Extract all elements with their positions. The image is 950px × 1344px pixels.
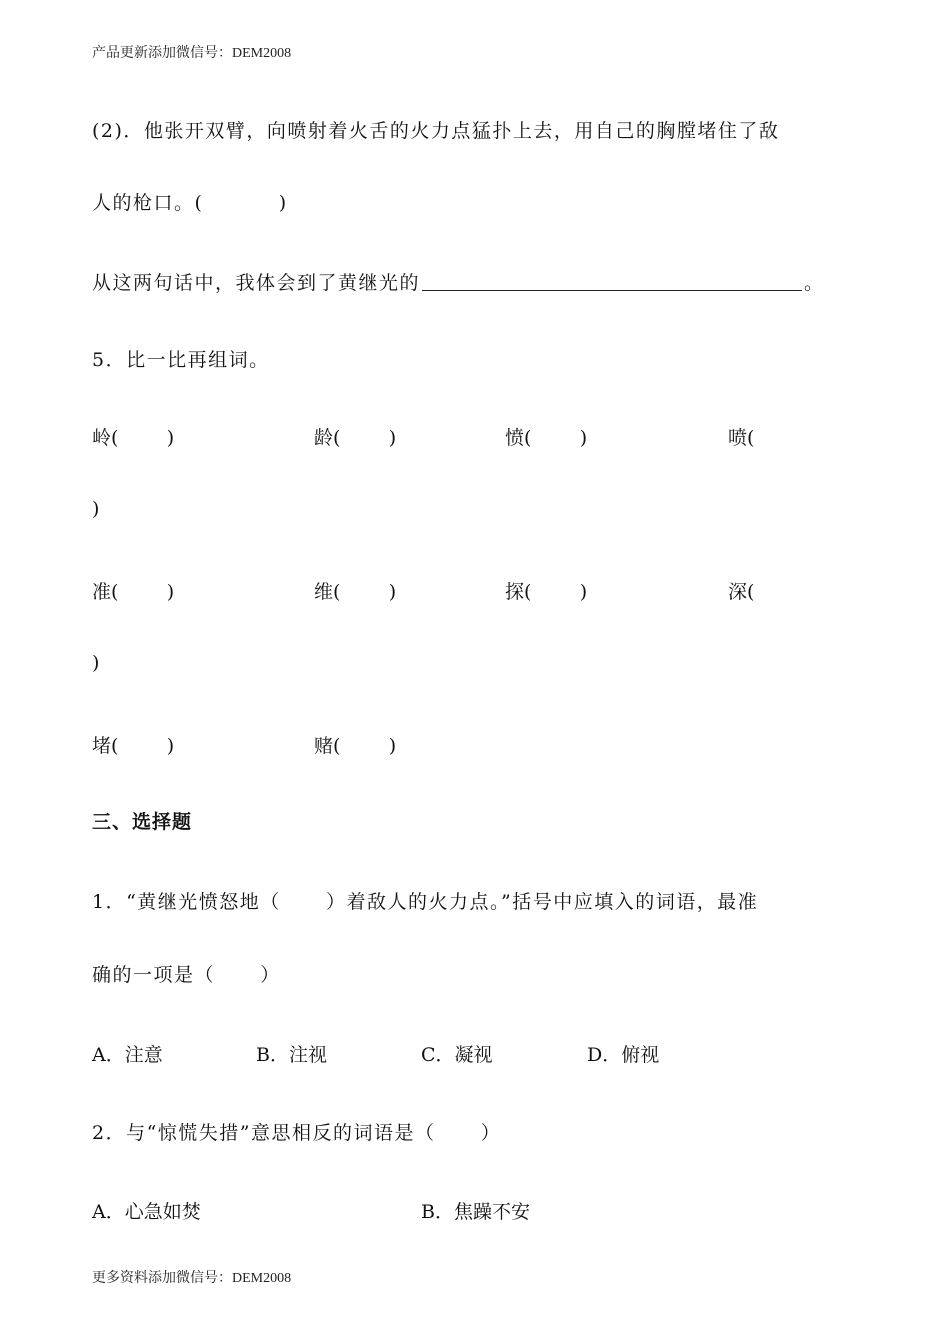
choice-2-option-a[interactable]: A．心急如焚	[92, 1201, 201, 1223]
word-item[interactable]: 喷(	[728, 427, 755, 449]
summary-prefix: 从这两句话中，我体会到了黄继光的	[92, 272, 421, 294]
word-item[interactable]: 深(	[728, 581, 755, 603]
choice-1-option-a[interactable]: A．注意	[92, 1044, 163, 1066]
question-2-line-1: (2)．他张开双臂，向喷射着火舌的火力点猛扑上去，用自己的胸膛堵住了敌	[92, 120, 780, 142]
word-item-wrap: )	[92, 652, 100, 674]
section-3-title: 三、选择题	[92, 811, 193, 833]
page-footer: 更多资料添加微信号：DEM2008	[92, 1271, 292, 1286]
choice-1-option-d[interactable]: D．俯视	[587, 1044, 660, 1066]
word-item[interactable]: 维( )	[314, 581, 397, 603]
word-item[interactable]: 探( )	[505, 581, 588, 603]
word-item[interactable]: 准( )	[92, 581, 175, 603]
choice-1-line-2: 确的一项是（ ）	[92, 964, 281, 986]
page-header: 产品更新添加微信号：DEM2008	[92, 46, 292, 61]
summary-sentence	[92, 268, 825, 295]
word-item[interactable]: 愤( )	[505, 427, 588, 449]
choice-1-option-b[interactable]: B．注视	[256, 1044, 327, 1066]
word-item[interactable]: 岭( )	[92, 427, 175, 449]
word-item[interactable]: 堵( )	[92, 735, 175, 757]
question-5-title: 5．比一比再组词。	[92, 349, 270, 371]
word-item[interactable]: 龄( )	[314, 427, 397, 449]
choice-1-line-1: 1．“黄继光愤怒地（ ）着敌人的火力点。”括号中应填入的词语，最准	[92, 891, 759, 913]
question-2-line-2: 人的枪口。( )	[92, 192, 288, 214]
summary-suffix: 。	[804, 272, 825, 294]
word-item[interactable]: 赌( )	[314, 735, 397, 757]
choice-1-option-c[interactable]: C．凝视	[421, 1044, 493, 1066]
choice-2-line-1: 2．与“惊慌失措”意思相反的词语是（ ）	[92, 1122, 502, 1144]
choice-2-option-b[interactable]: B．焦躁不安	[421, 1201, 530, 1223]
word-item-wrap: )	[92, 498, 100, 520]
answer-blank[interactable]	[422, 289, 802, 291]
